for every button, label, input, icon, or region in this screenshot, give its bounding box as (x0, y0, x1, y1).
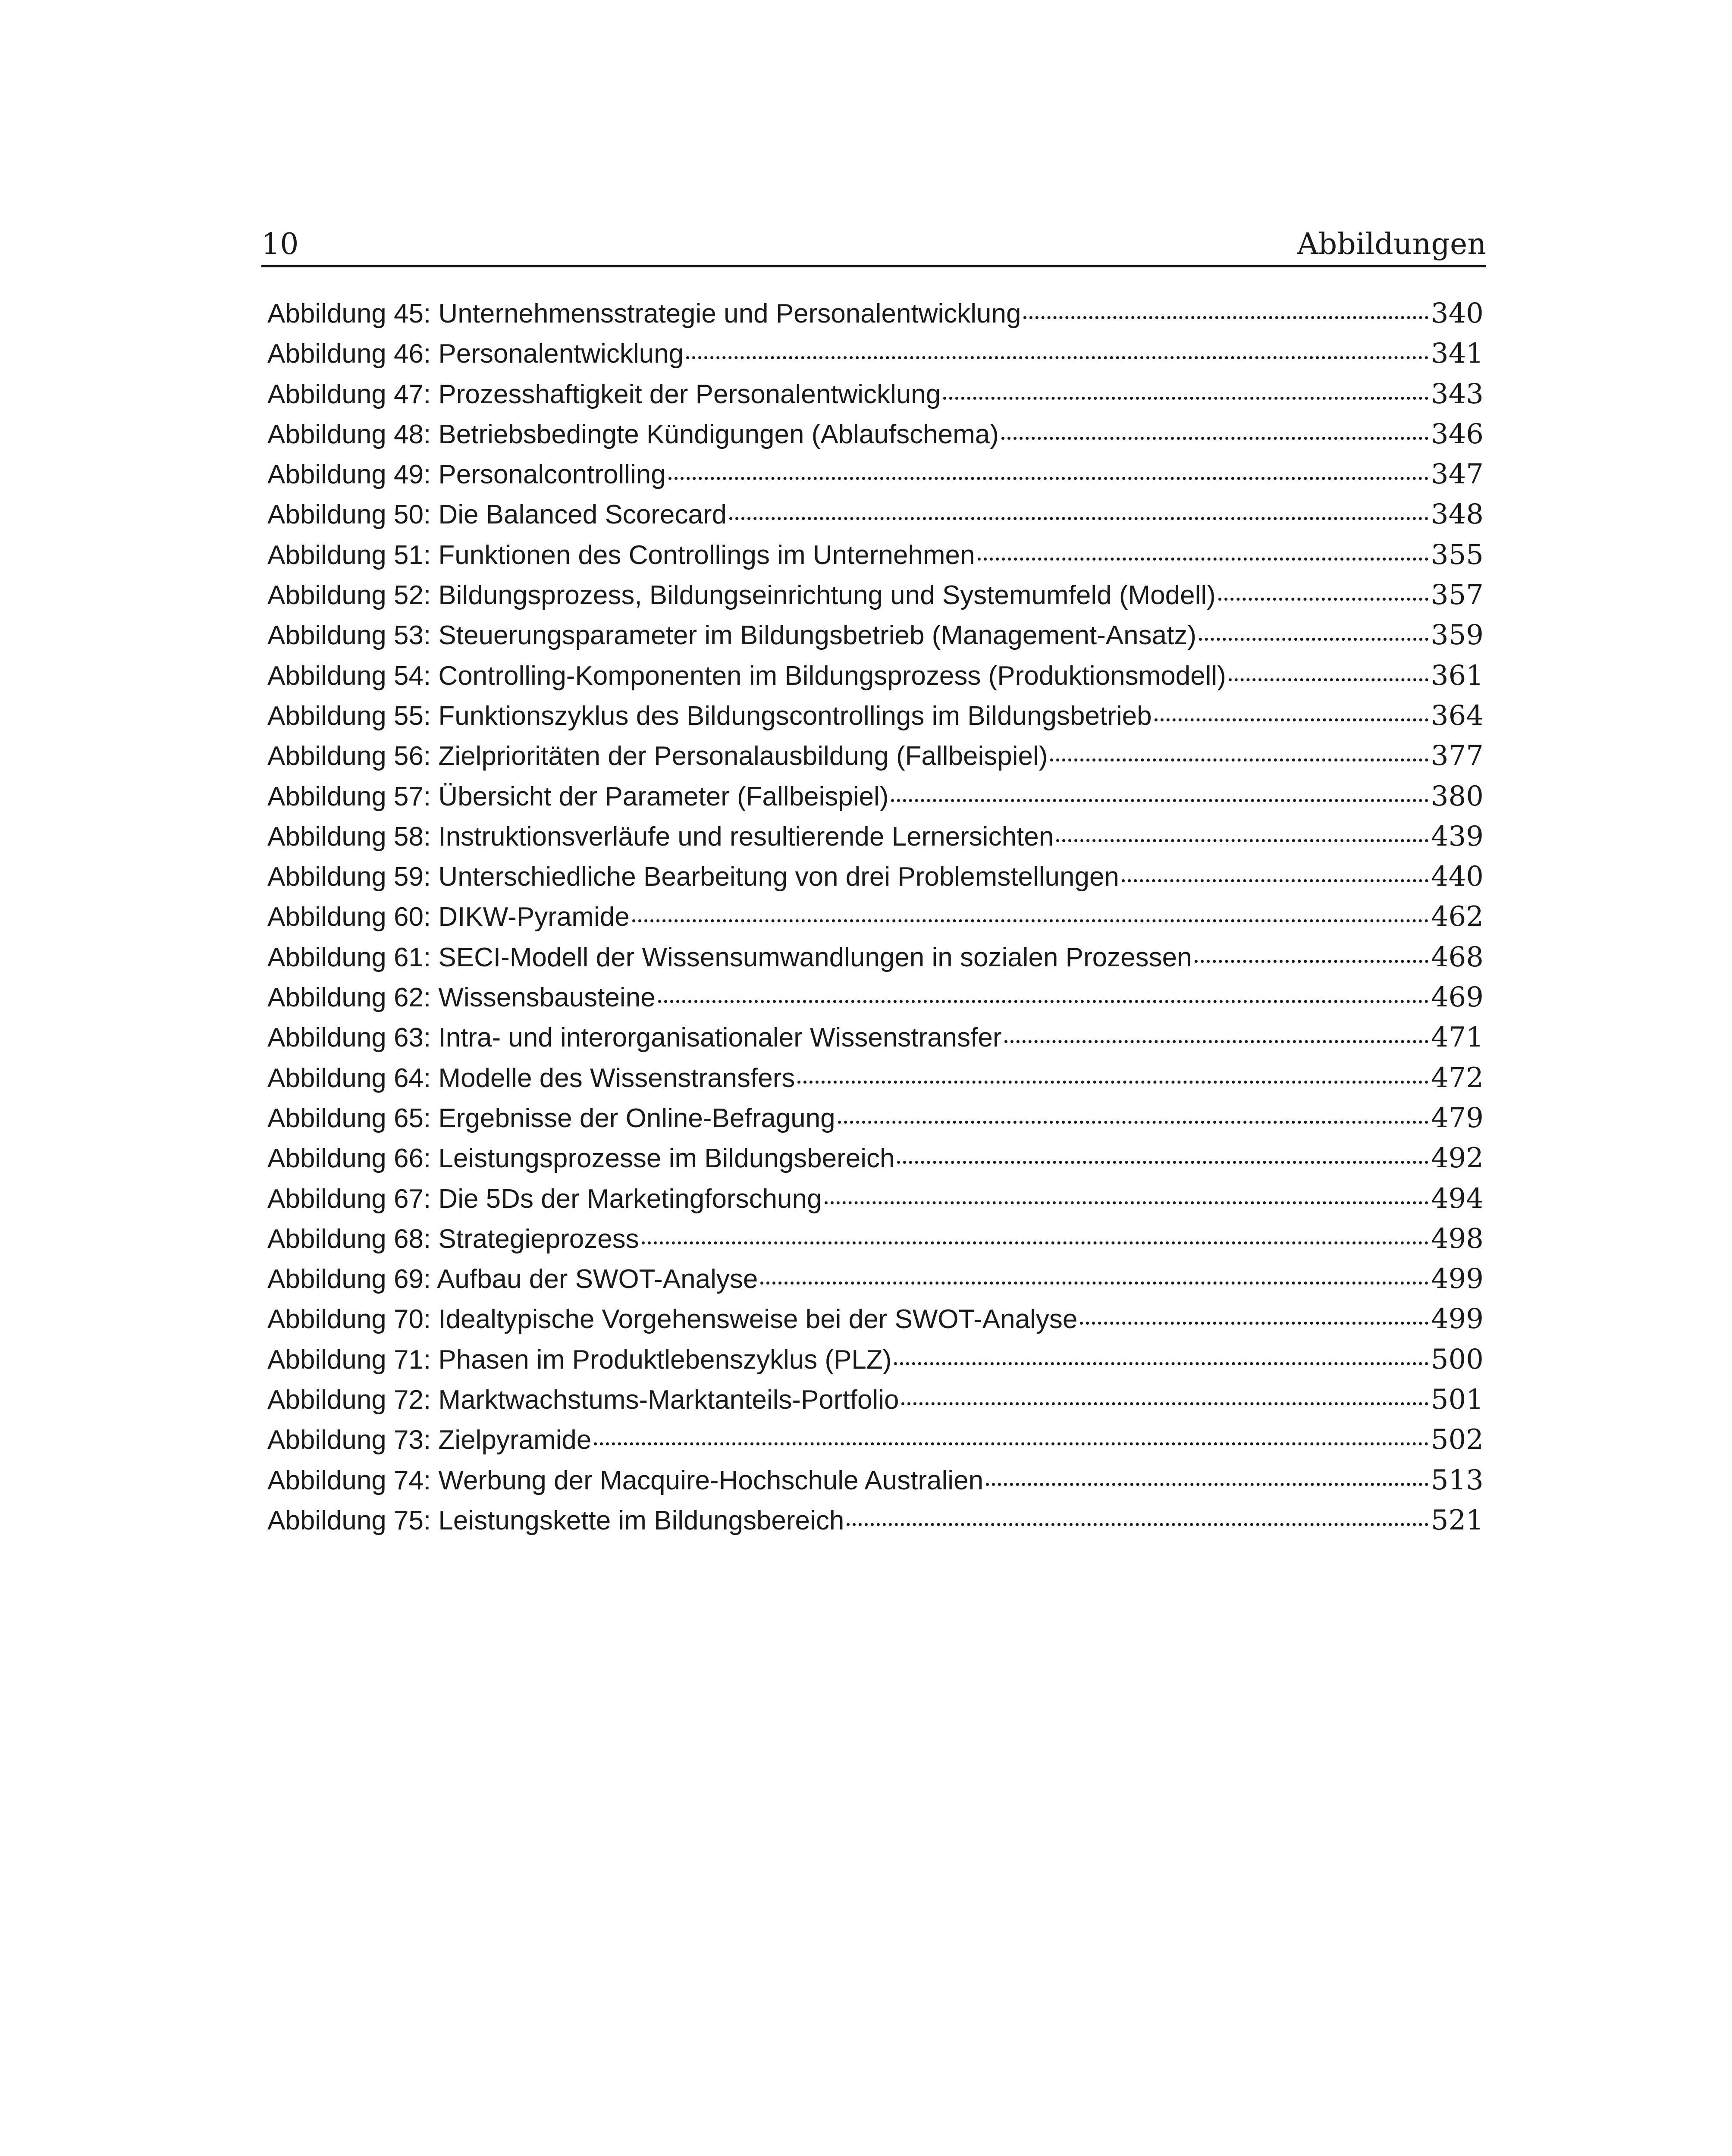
figure-label: Abbildung 55: Funktionszyklus des Bildungscontrollings im Bildungsbetrieb (267, 701, 1152, 731)
dot-leader (594, 1442, 1428, 1445)
figure-page-number: 521 (1431, 1504, 1484, 1536)
dot-leader (901, 1402, 1428, 1405)
figure-entry[interactable] (267, 901, 1484, 941)
figure-entry[interactable] (267, 700, 1484, 740)
figure-label: Abbildung 52: Bildungsprozess, Bildungseinrichtung und Systemumfeld (Modell) (267, 580, 1216, 611)
figure-label: Abbildung 69: Aufbau der SWOT-Analyse (267, 1264, 758, 1294)
figure-page-number: 439 (1431, 820, 1484, 852)
figure-label: Abbildung 46: Personalentwicklung (267, 339, 684, 369)
figure-page-number: 471 (1431, 1022, 1484, 1054)
dot-leader (943, 397, 1428, 400)
figure-page-number: 498 (1431, 1222, 1484, 1255)
figure-label: Abbildung 61: SECI-Modell der Wissensumwandlungen in sozialen Prozessen (267, 942, 1192, 972)
dot-leader (1023, 316, 1428, 319)
figure-label: Abbildung 72: Marktwachstums-Marktanteils-Portfolio (267, 1385, 899, 1415)
dot-leader (658, 1000, 1428, 1003)
dot-leader (1218, 598, 1428, 601)
figure-label: Abbildung 60: DIKW-Pyramide (267, 902, 630, 932)
dot-leader (1080, 1322, 1428, 1325)
figure-page-number: 501 (1431, 1384, 1484, 1416)
dot-leader (686, 356, 1428, 359)
figure-page-number: 479 (1431, 1102, 1484, 1134)
figure-entry[interactable] (267, 821, 1484, 861)
figure-entry[interactable] (267, 941, 1484, 981)
figure-label: Abbildung 65: Ergebnisse der Online-Befragung (267, 1103, 835, 1133)
figure-label: Abbildung 68: Strategieprozess (267, 1224, 639, 1254)
figure-label: Abbildung 49: Personalcontrolling (267, 460, 666, 490)
figure-label: Abbildung 48: Betriebsbedingte Kündigungen (Ablaufschema) (267, 419, 999, 449)
figure-label: Abbildung 73: Zielpyramide (267, 1425, 592, 1455)
figure-page-number: 468 (1431, 941, 1484, 973)
figure-entry[interactable] (267, 740, 1484, 780)
figure-page-number: 364 (1431, 699, 1484, 732)
figure-label: Abbildung 58: Instruktionsverläufe und resultierende Lernersichten (267, 821, 1054, 852)
figure-entry[interactable] (267, 1344, 1484, 1384)
figure-label: Abbildung 47: Prozesshaftigkeit der Personalentwicklung (267, 379, 941, 409)
figure-entry[interactable] (267, 338, 1484, 378)
dot-leader (825, 1201, 1428, 1204)
figure-page-number: 492 (1431, 1142, 1484, 1175)
figure-page-number: 499 (1431, 1263, 1484, 1295)
figure-label: Abbildung 70: Idealtypische Vorgehensweise bei der SWOT-Analyse (267, 1304, 1078, 1335)
figure-entry[interactable] (267, 1464, 1484, 1504)
dot-leader (1122, 879, 1428, 882)
figure-entry[interactable] (267, 1183, 1484, 1223)
figure-entry[interactable] (267, 458, 1484, 498)
dot-leader (797, 1081, 1428, 1084)
figure-page-number: 359 (1431, 619, 1484, 652)
figure-page-number: 499 (1431, 1303, 1484, 1335)
figure-entry[interactable] (267, 378, 1484, 418)
running-head (261, 218, 1486, 267)
figure-page-number: 347 (1431, 458, 1484, 491)
dot-leader (729, 517, 1428, 520)
figure-page-number: 469 (1431, 981, 1484, 1014)
figure-entry[interactable] (267, 660, 1484, 700)
figure-page-number: 341 (1431, 338, 1484, 370)
figure-label: Abbildung 66: Leistungsprozesse im Bildungsbereich (267, 1144, 895, 1174)
figure-entry[interactable] (267, 981, 1484, 1022)
figure-label: Abbildung 62: Wissensbausteine (267, 983, 656, 1013)
figure-entry[interactable] (267, 579, 1484, 619)
figure-entry[interactable] (267, 1102, 1484, 1142)
figure-page-number: 357 (1431, 579, 1484, 611)
figure-page-number: 355 (1431, 539, 1484, 571)
figure-entry[interactable] (267, 1424, 1484, 1464)
figure-page-number: 348 (1431, 498, 1484, 531)
dot-leader (1056, 839, 1428, 842)
figure-page-number: 343 (1431, 378, 1484, 410)
figure-label: Abbildung 64: Modelle des Wissenstransfers (267, 1063, 795, 1093)
figure-entry[interactable] (267, 619, 1484, 659)
figure-label: Abbildung 75: Leistungskette im Bildungsbereich (267, 1505, 844, 1536)
figure-page-number: 380 (1431, 780, 1484, 812)
figure-label: Abbildung 54: Controlling-Komponenten im Bildungsprozess (Produktionsmodell) (267, 661, 1226, 691)
dot-leader (1004, 1040, 1428, 1043)
figure-page-number: 462 (1431, 901, 1484, 933)
figure-entry[interactable] (267, 1263, 1484, 1303)
figure-page-number: 494 (1431, 1182, 1484, 1215)
figure-page-number: 502 (1431, 1424, 1484, 1456)
dot-leader (1050, 758, 1428, 761)
figure-entry[interactable] (267, 780, 1484, 821)
dot-leader (1155, 718, 1428, 721)
dot-leader (1229, 678, 1428, 681)
figure-label: Abbildung 74: Werbung der Macquire-Hochschule Australien (267, 1465, 984, 1495)
figure-label: Abbildung 56: Zielprioritäten der Personalausbildung (Fallbeispiel) (267, 741, 1048, 771)
figure-entry[interactable] (267, 1022, 1484, 1062)
figure-label: Abbildung 59: Unterschiedliche Bearbeitung von drei Problemstellungen (267, 862, 1119, 892)
dot-leader (897, 1161, 1428, 1164)
figure-label: Abbildung 50: Die Balanced Scorecard (267, 500, 727, 530)
dot-leader (1001, 437, 1428, 440)
figure-label: Abbildung 71: Phasen im Produktlebenszyklus (PLZ) (267, 1344, 892, 1375)
dot-leader (642, 1241, 1428, 1244)
figure-page-number: 377 (1431, 740, 1484, 772)
dot-leader (847, 1523, 1428, 1526)
dot-leader (838, 1121, 1428, 1124)
figure-page-number: 340 (1431, 298, 1484, 329)
figure-entry[interactable] (267, 539, 1484, 579)
dot-leader (1195, 960, 1428, 963)
figure-entry[interactable] (267, 298, 1484, 338)
figure-label: Abbildung 63: Intra- und interorganisationaler Wissenstransfer (267, 1023, 1002, 1053)
figure-page-number: 472 (1431, 1062, 1484, 1094)
figure-page-number: 361 (1431, 659, 1484, 692)
dot-leader (1199, 638, 1428, 641)
figure-entry[interactable] (267, 1142, 1484, 1182)
figure-label: Abbildung 45: Unternehmensstrategie und Personalentwicklung (267, 299, 1021, 329)
figure-entry[interactable] (267, 1062, 1484, 1102)
dot-leader (894, 1362, 1428, 1365)
figure-page-number: 513 (1431, 1464, 1484, 1496)
dot-leader (632, 919, 1428, 922)
figure-entry[interactable] (267, 1223, 1484, 1263)
dot-leader (668, 477, 1428, 480)
figure-entry[interactable] (267, 1303, 1484, 1343)
dot-leader (760, 1282, 1428, 1285)
figure-label: Abbildung 67: Die 5Ds der Marketingforschung (267, 1184, 822, 1214)
dot-leader (978, 558, 1428, 561)
figure-label: Abbildung 57: Übersicht der Parameter (Fallbeispiel) (267, 781, 889, 812)
figure-entry[interactable] (267, 861, 1484, 901)
figure-label: Abbildung 51: Funktionen des Controllings im Unternehmen (267, 540, 975, 570)
figure-entry[interactable] (267, 418, 1484, 458)
figure-label: Abbildung 53: Steuerungsparameter im Bildungsbetrieb (Management-Ansatz) (267, 620, 1196, 651)
section-title: Abbildungen (1297, 227, 1486, 261)
list-of-figures (267, 298, 1484, 1545)
page-number: 10 (261, 227, 299, 261)
figure-entry[interactable] (267, 498, 1484, 539)
figure-page-number: 346 (1431, 418, 1484, 450)
dot-leader (891, 799, 1428, 802)
figure-page-number: 500 (1431, 1343, 1484, 1376)
figure-entry[interactable] (267, 1384, 1484, 1424)
figure-entry[interactable] (267, 1504, 1484, 1545)
dot-leader (986, 1483, 1428, 1486)
figure-page-number: 440 (1431, 861, 1484, 893)
